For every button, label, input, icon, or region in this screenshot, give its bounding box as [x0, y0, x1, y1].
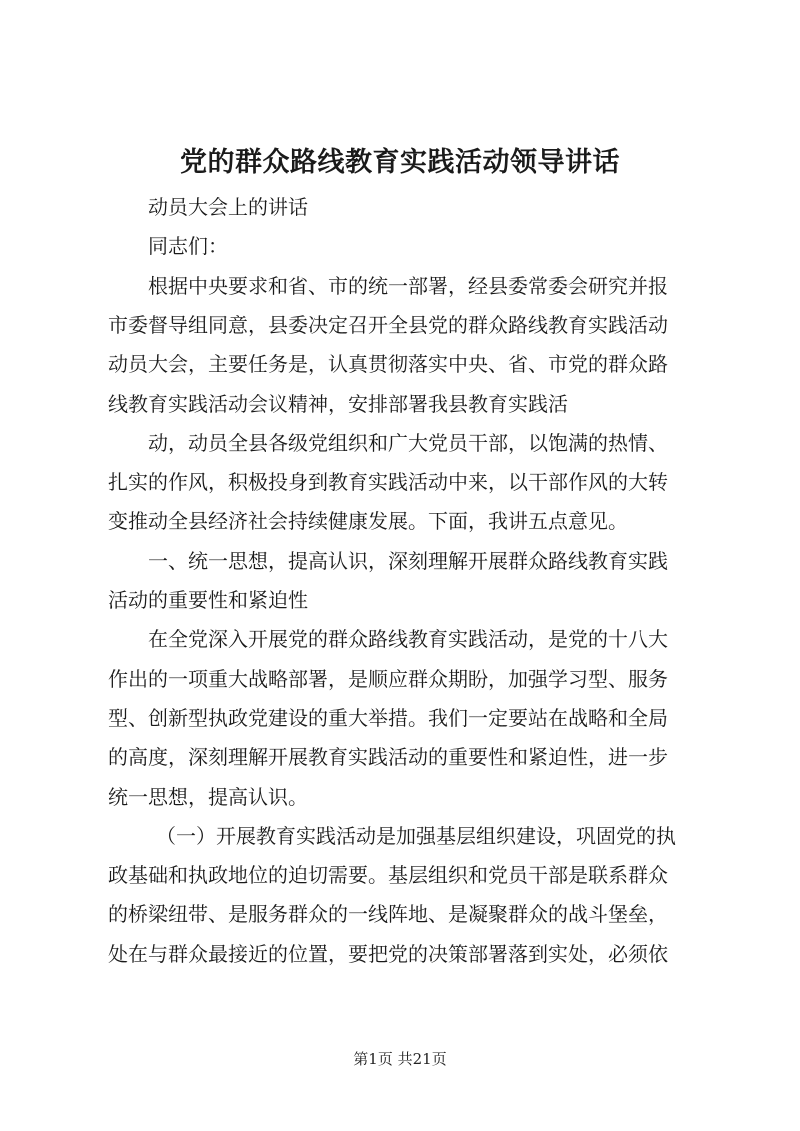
- text-line-content: 动员大会上的讲话: [148, 195, 308, 219]
- text-line-content: （一）开展教育实践活动是加强基层组织建设，巩固党的执: [156, 823, 676, 848]
- text-line-content: 处在与群众最接近的位置，要把党的决策部署落到实处，必须依: [108, 941, 668, 966]
- text-line-content: 同志们：: [148, 234, 228, 259]
- text-line: [148, 424, 668, 463]
- text-line-content: 作出的一项重大战略部署，是顺应群众期盼，加强学习型、服务: [108, 666, 668, 691]
- text-line: [148, 542, 668, 581]
- text-line: [108, 738, 668, 777]
- text-line-content: 的桥梁纽带、是服务群众的一线阵地、是凝聚群众的战斗堡垒，: [108, 902, 668, 927]
- text-line: [108, 581, 308, 620]
- text-line-content: 的高度，深刻理解开展教育实践活动的重要性和紧迫性，进一步: [108, 745, 668, 770]
- document-title: 党的群众路线教育实践活动领导讲话: [180, 147, 620, 178]
- text-line-content: 政基础和执政地位的迫切需要。基层组织和党员干部是联系群众: [108, 863, 668, 888]
- text-line: [108, 856, 668, 895]
- text-line: [108, 463, 668, 502]
- text-line: [148, 188, 308, 227]
- text-line-content: 动，动员全县各级党组织和广大党员干部，以饱满的热情、: [148, 430, 668, 455]
- page-number-footer: 第1页 共21页: [353, 1050, 447, 1068]
- text-line: [148, 227, 228, 266]
- text-line-content: 扎实的作风，积极投身到教育实践活动中来，以干部作风的大转: [108, 470, 668, 495]
- text-line-content: 根据中央要求和省、市的统一部署，经县委常委会研究并报: [148, 273, 668, 298]
- text-line: [108, 385, 568, 424]
- text-line-content: 活动的重要性和紧迫性: [108, 588, 308, 612]
- text-line-content: 线教育实践活动会议精神，安排部署我县教育实践活: [108, 391, 568, 416]
- text-line: [108, 935, 668, 974]
- text-line: [108, 660, 668, 699]
- text-line-content: 在全党深入开展党的群众路线教育实践活动，是党的十八大: [148, 627, 668, 652]
- text-line: [148, 620, 668, 659]
- text-line-content: 变推动全县经济社会持续健康发展。下面，我讲五点意见。: [108, 509, 628, 534]
- text-line-content: 统一思想，提高认识。: [108, 784, 308, 809]
- text-line: [108, 345, 668, 384]
- text-line: [108, 306, 668, 345]
- text-line-content: 动员大会，主要任务是，认真贯彻落实中央、省、市党的群众路: [108, 352, 668, 377]
- text-line: [108, 502, 628, 541]
- text-line: [156, 817, 676, 856]
- text-line-content: 型、创新型执政党建设的重大举措。我们一定要站在战略和全局: [108, 705, 668, 730]
- text-line: [108, 778, 308, 817]
- text-line: [148, 267, 668, 306]
- text-line: [108, 699, 668, 738]
- text-line-content: 一、统一思想，提高认识，深刻理解开展群众路线教育实践: [148, 548, 668, 573]
- text-line: [108, 895, 668, 934]
- text-line-content: 市委督导组同意，县委决定召开全县党的群众路线教育实践活动: [108, 312, 668, 337]
